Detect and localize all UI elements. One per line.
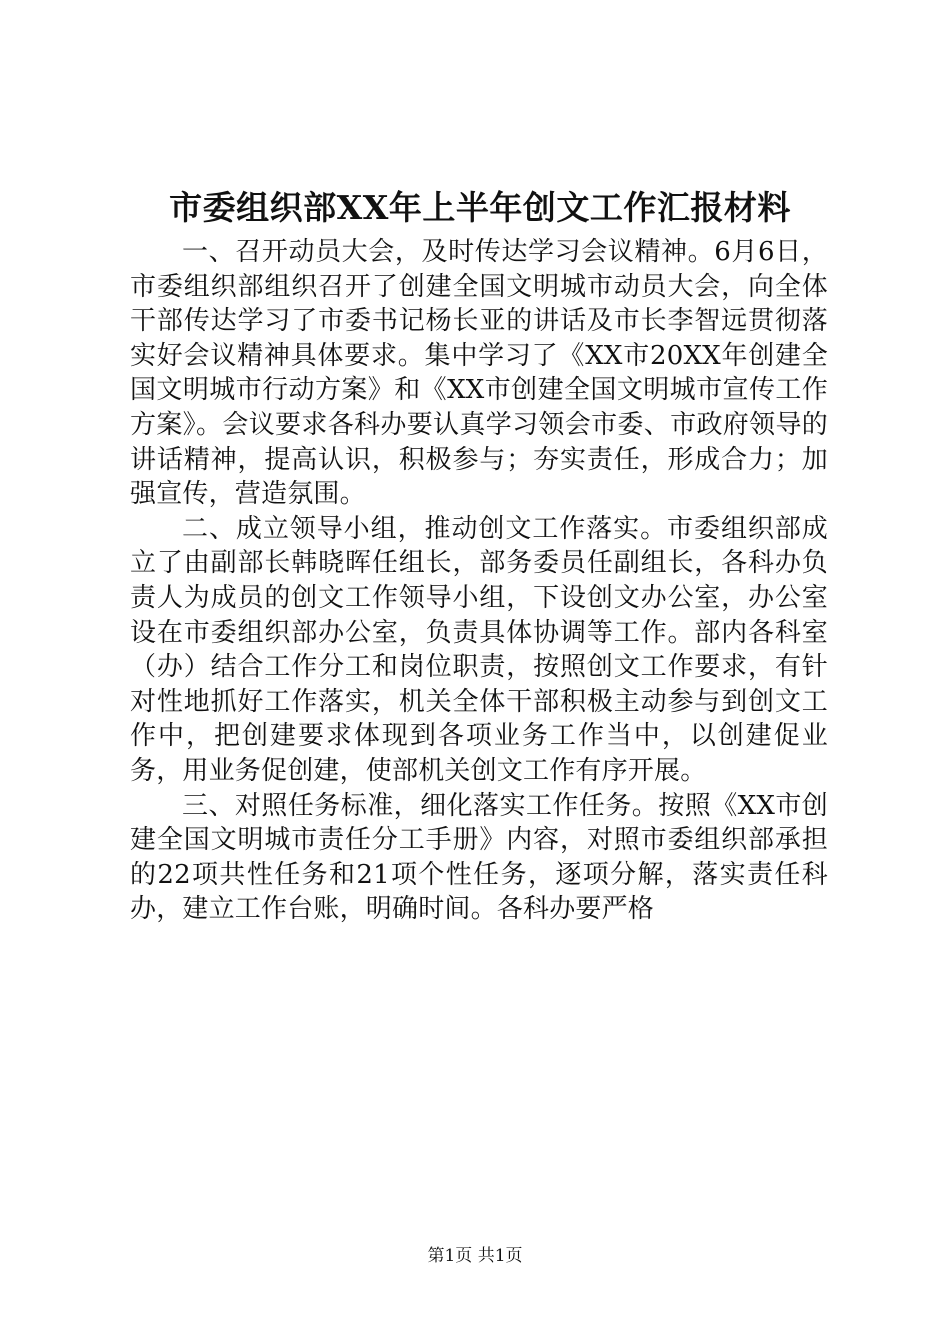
- page-number-footer: 第1页 共1页: [427, 1246, 523, 1266]
- paragraph-3: 三、对照任务标准，细化落实工作任务。按照《XX市创建全国文明城市责任分工手册》内容，对照市委组织部承担的22项共性任务和21项个性任务，逐项分解，落实责任科办，建立工作台账，明确时间。各科办要严格: [130, 790, 828, 925]
- paragraph-2: 二、成立领导小组，推动创文工作落实。市委组织部成立了由副部长韩晓晖任组长，部务委员任副组长，各科办负责人为成员的创文工作领导小组，下设创文办公室，办公室设在市委组织部办公室，负责具体协调等工作。部内各科室（办）结合工作分工和岗位职责，按照创文工作要求，有针对性地抓好工作落实，机关全体干部积极主动参与到创文工作中，把创建要求体现到各项业务工作当中，以创建促业务，用业务促创建，使部机关创文工作有序开展。: [130, 513, 828, 786]
- document-body: [130, 235, 828, 927]
- paragraph-1: 一、召开动员大会，及时传达学习会议精神。6月6日，市委组织部组织召开了创建全国文明城市动员大会，向全体干部传达学习了市委书记杨长亚的讲话及市长李智远贯彻落实好会议精神具体要求。集中学习了《XX市20XX年创建全国文明城市行动方案》和《XX市创建全国文明城市宣传工作方案》。会议要求各科办要认真学习领会市委、市政府领导的讲话精神，提高认识，积极参与；夯实责任，形成合力；加强宣传，营造氛围。: [130, 237, 828, 510]
- document-title: 市委组织部XX年上半年创文工作汇报材料: [169, 188, 791, 227]
